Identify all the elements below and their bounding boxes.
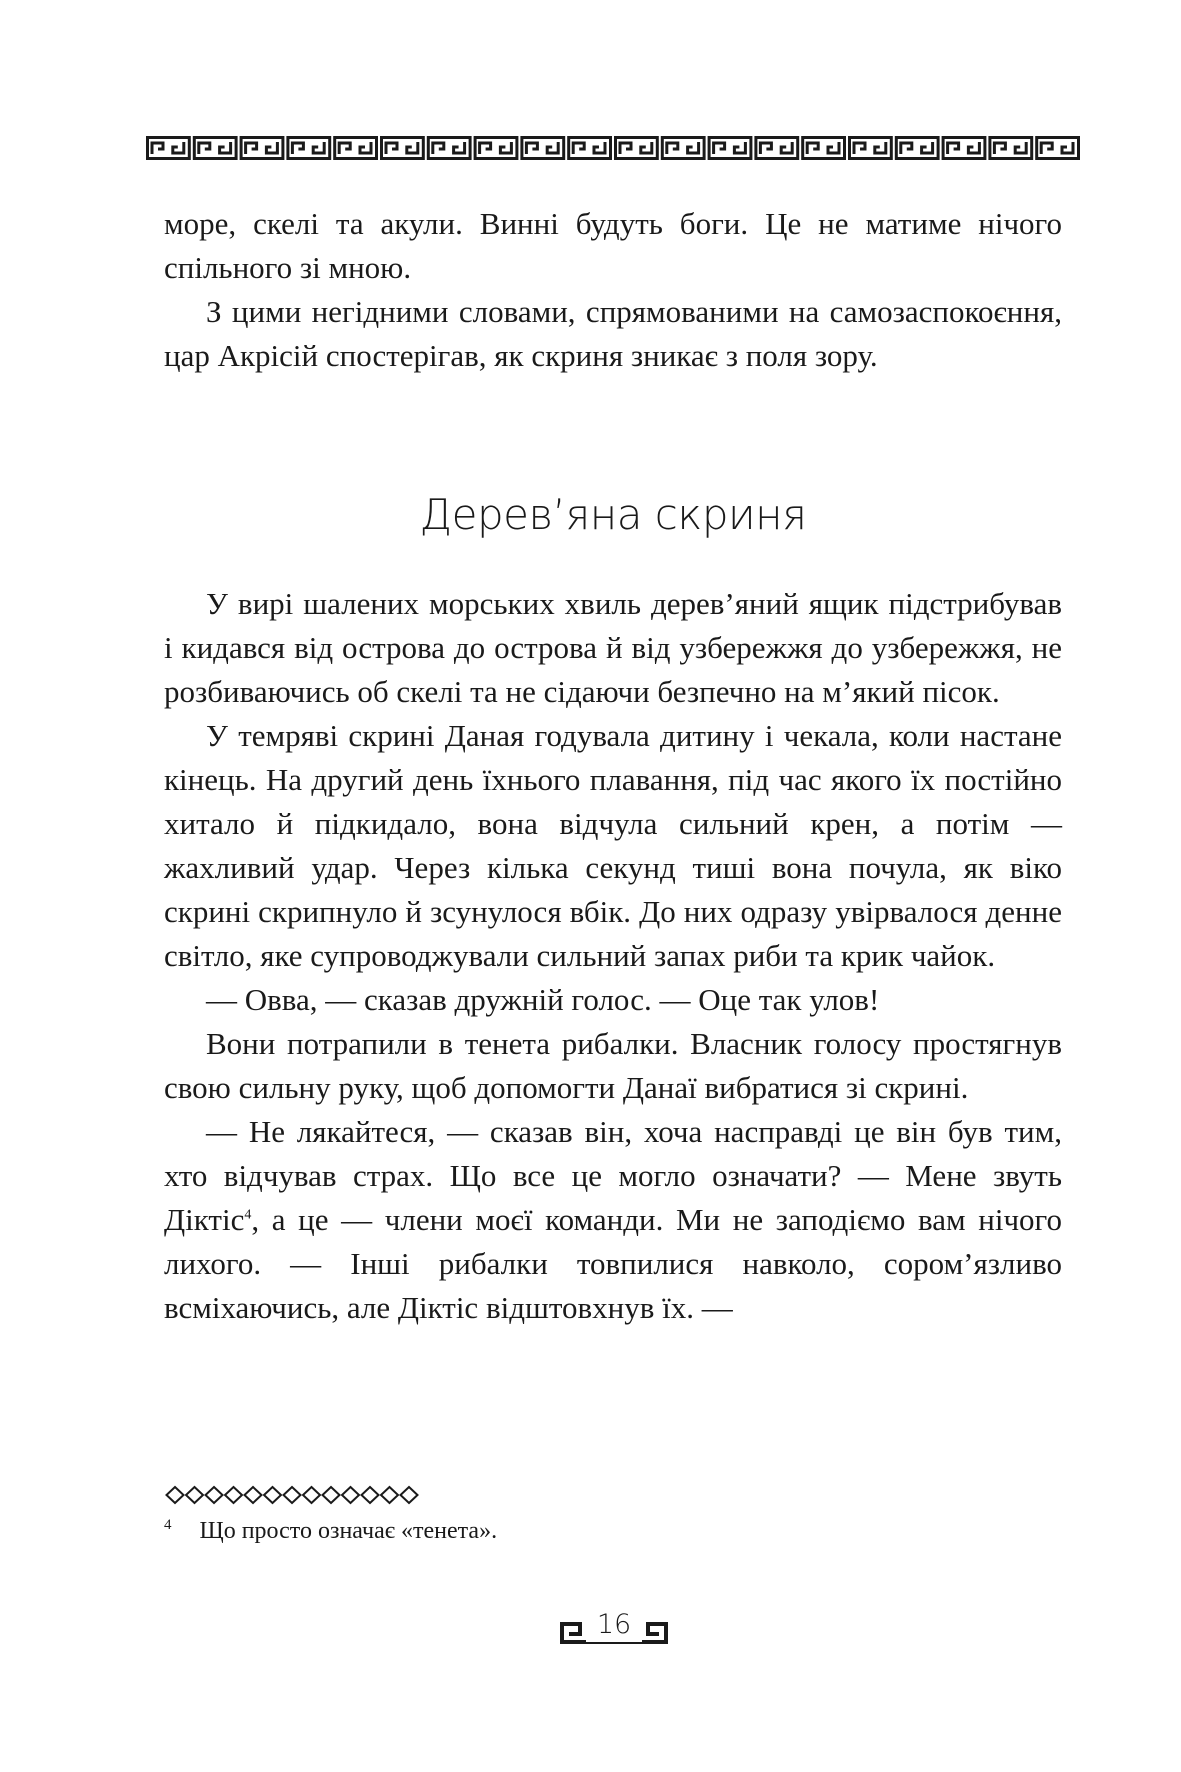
paragraph-text: — Не лякайтеся, — сказав він, хоча насправді це він був тим, хто відчував страх. Що все це могло означати? — Мене звуть Діктіс bbox=[164, 1114, 1062, 1237]
paragraph: У вирі шалених морських хвиль дерев’яний ящик підстрибував і кидався від острова до острова й від узбережжя до узбережжя, не розбиваючись об скелі та не сідаючи безпечно на м’який пісок. bbox=[164, 586, 1062, 709]
meander-unit-icon bbox=[522, 138, 564, 159]
meander-unit-icon bbox=[148, 138, 190, 159]
diamond-icon bbox=[225, 1487, 242, 1503]
paragraph: Вони потрапили в тенета рибалки. Власник голосу простягнув свою сильну руку, щоб допомогти Данаї вибратися зі скрині. bbox=[164, 1026, 1062, 1105]
diamond-icon bbox=[401, 1487, 418, 1503]
footnote-number: 4 bbox=[164, 1517, 172, 1533]
meander-unit-icon bbox=[709, 138, 751, 159]
meander-unit-icon bbox=[662, 138, 704, 159]
diamond-icon bbox=[284, 1487, 301, 1503]
footnote-reference[interactable]: 4 bbox=[244, 1207, 252, 1223]
meander-unit-icon bbox=[896, 138, 938, 159]
diamond-icon bbox=[323, 1487, 340, 1503]
diamond-icon bbox=[303, 1487, 320, 1503]
paragraph: — Овва, — сказав дружній голос. — Оце так улов! bbox=[206, 982, 880, 1017]
paragraph: море, скелі та акули. Винні будуть боги. Це не матиме нічого спільного зі мною. bbox=[164, 206, 1062, 285]
greek-key-border bbox=[146, 136, 1082, 160]
meander-unit-icon bbox=[990, 138, 1032, 159]
meander-unit-icon bbox=[943, 138, 985, 159]
meander-unit-icon bbox=[756, 138, 798, 159]
page-number-ornament bbox=[560, 1608, 668, 1644]
diamond-icon bbox=[245, 1487, 262, 1503]
lower-text-block bbox=[164, 582, 1062, 1330]
footnote bbox=[164, 1514, 1062, 1548]
meander-unit-icon bbox=[241, 138, 283, 159]
meander-unit-icon bbox=[616, 138, 658, 159]
diamond-icon bbox=[186, 1487, 203, 1503]
diamond-icon bbox=[206, 1487, 223, 1503]
diamond-icon bbox=[381, 1487, 398, 1503]
meander-unit-icon bbox=[569, 138, 611, 159]
footnote-separator-diamonds bbox=[164, 1484, 434, 1506]
diamond-icon bbox=[362, 1487, 379, 1503]
paragraph: У темряві скрині Даная годувала дитину і чекала, коли настане кінець. На другий день їхнього плавання, під час якого їх постійно хитало й підкидало, вона відчула сильний крен, а потім — жахливий удар. Через кілька секунд тиші вона почула, як віко скрині скрипнуло й зсунулося вбік. До них одразу увірвалося денне світло, яке супроводжували сильний запах риби та крик чайок. bbox=[164, 718, 1062, 973]
meander-unit-icon bbox=[428, 138, 470, 159]
upper-text-block bbox=[164, 202, 1062, 378]
meander-unit-icon bbox=[803, 138, 845, 159]
meander-unit-icon bbox=[1037, 138, 1079, 159]
meander-unit-icon bbox=[288, 138, 330, 159]
footnote-text: Що просто означає «тенета». bbox=[199, 1518, 498, 1544]
meander-unit-icon bbox=[335, 138, 377, 159]
diamond-icon bbox=[264, 1487, 281, 1503]
meander-unit-icon bbox=[382, 138, 424, 159]
page-number: 16 bbox=[586, 1608, 642, 1642]
diamond-icon bbox=[167, 1487, 184, 1503]
meander-unit-icon bbox=[194, 138, 236, 159]
diamond-icon bbox=[342, 1487, 359, 1503]
chapter-title: Дерев’яна скриня bbox=[419, 490, 807, 539]
paragraph: З цими негідними словами, спрямованими на самозаспокоєння, цар Акрісій спостерігав, як скриня зникає з поля зору. bbox=[164, 294, 1062, 373]
paragraph-with-footnote-ref bbox=[164, 1110, 1062, 1330]
meander-unit-icon bbox=[850, 138, 892, 159]
meander-unit-icon bbox=[475, 138, 517, 159]
paragraph-text: , а це — члени моєї команди. Ми не заподіємо вам нічого лихого. — Інші рибалки товпилися навколо, сором’язливо всміхаючись, але Діктіс відштовхнув їх. — bbox=[164, 1202, 1062, 1325]
